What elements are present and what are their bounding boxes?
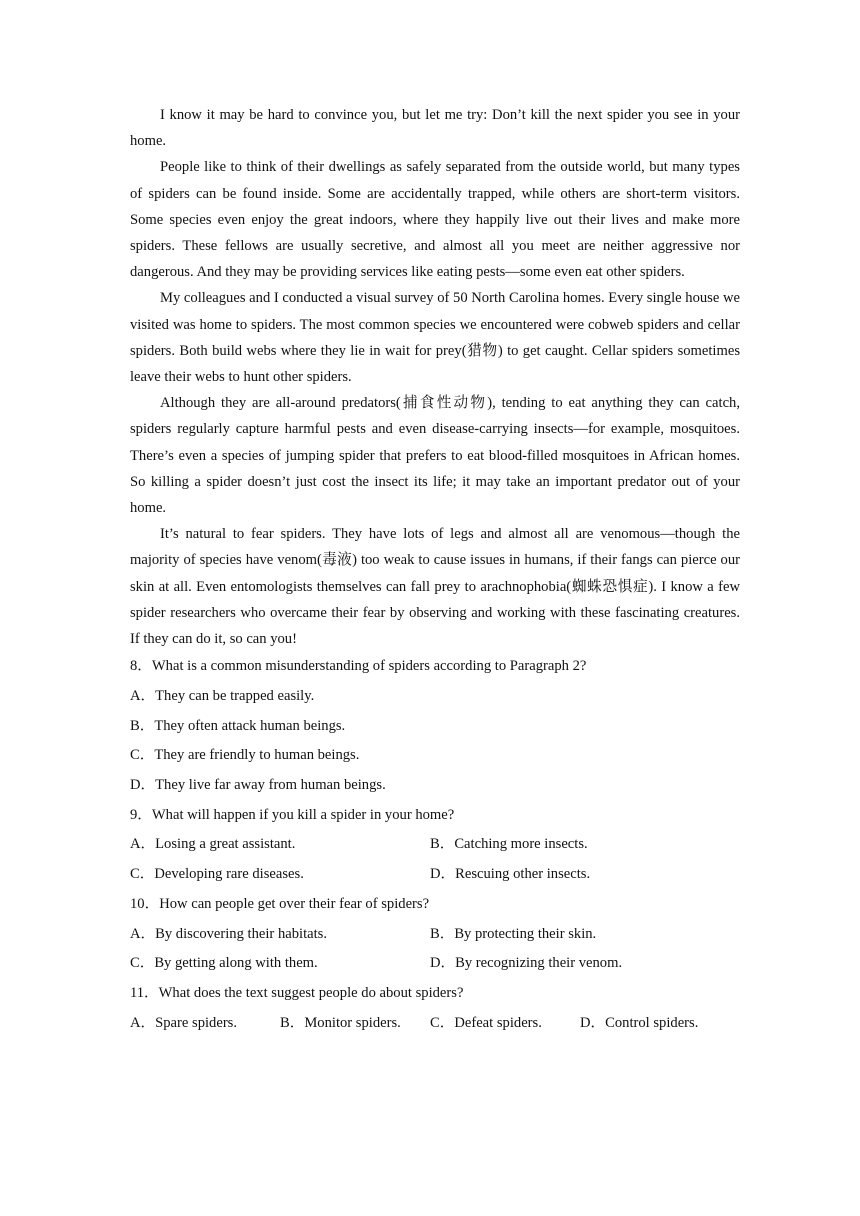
option-b: B．Monitor spiders. bbox=[280, 1014, 401, 1031]
option-d: D．Control spiders. bbox=[580, 1014, 699, 1031]
option-a: A．By discovering their habitats. bbox=[130, 925, 327, 942]
option-b: B．They often attack human beings. bbox=[130, 717, 346, 734]
paragraph-3: My colleagues and I conducted a visual survey of 50 North Carolina homes. Every single house we visited was home to spiders. The most common species we encountered were cobweb spiders and cellar spiders. Both build webs where they lie in wait for prey(猎物) to get caught. Cellar spiders sometimes leave their webs to hunt other spiders. bbox=[130, 290, 740, 386]
question-11 bbox=[130, 979, 740, 1038]
option-b: B．Catching more insects. bbox=[430, 836, 588, 853]
option-row bbox=[130, 920, 740, 950]
question-10 bbox=[130, 890, 740, 979]
option-a: A．Spare spiders. bbox=[130, 1014, 238, 1031]
question-list bbox=[130, 652, 740, 1038]
option-a: A．They can be trapped easily. bbox=[130, 687, 315, 704]
option-c: C．Developing rare diseases. bbox=[130, 866, 304, 883]
option-c: C．Defeat spiders. bbox=[430, 1014, 542, 1031]
option-a: A．Losing a great assistant. bbox=[130, 836, 296, 853]
option-b: B．By protecting their skin. bbox=[430, 925, 597, 942]
question-stem: 10．How can people get over their fear of spiders? bbox=[130, 895, 430, 912]
question-stem: 9．What will happen if you kill a spider in your home? bbox=[130, 806, 455, 823]
option-c: C．By getting along with them. bbox=[130, 955, 318, 972]
option-c: C．They are friendly to human beings. bbox=[130, 747, 360, 764]
question-stem: 11．What does the text suggest people do about spiders? bbox=[130, 985, 464, 1001]
paragraph-4: Although they are all-around predators(捕食性动物), tending to eat anything they can catch, spiders regularly capture harmful pests and even disease-carrying insects—for example, mosquitoes. There’s even a species of jumping spider that prefers to eat blood-filled mosquitoes in African homes. So killing a spider doesn’t just cost the insect its life; it may take an important predator out of your home. bbox=[130, 395, 740, 517]
paragraph-2: People like to think of their dwellings as safely separated from the outside world, but many types of spiders can be found inside. Some are accidentally trapped, while others are short-term visitors. Some species even enjoy the great indoors, where they happily live out their lives and make more spiders. These fellows are usually secretive, and almost all you meet are neither aggressive nor dangerous. And they may be providing services like eating pests—some even eat other spiders. bbox=[130, 159, 740, 281]
option-row bbox=[130, 860, 740, 890]
reading-passage bbox=[130, 102, 740, 652]
option-d: D．They live far away from human beings. bbox=[130, 777, 386, 794]
question-stem: 8．What is a common misunderstanding of spiders according to Paragraph 2? bbox=[130, 658, 587, 675]
question-8 bbox=[130, 652, 740, 801]
option-row bbox=[130, 1009, 740, 1039]
option-row bbox=[130, 949, 740, 979]
option-d: D．By recognizing their venom. bbox=[430, 955, 623, 972]
question-9 bbox=[130, 801, 740, 890]
option-row bbox=[130, 830, 740, 860]
paragraph-1: I know it may be hard to convince you, but let me try: Don’t kill the next spider you see in your home. bbox=[130, 107, 740, 150]
paragraph-5: It’s natural to fear spiders. They have lots of legs and almost all are venomous—though the majority of species have venom(毒液) too weak to cause issues in humans, if their fangs can pierce our skin at all. Even entomologists themselves can fall prey to arachnophobia(蜘蛛恐惧症). I know a few spider researchers who overcame their fear by observing and working with these fascinating creatures. If they can do it, so can you! bbox=[130, 526, 740, 648]
option-d: D．Rescuing other insects. bbox=[430, 866, 591, 883]
